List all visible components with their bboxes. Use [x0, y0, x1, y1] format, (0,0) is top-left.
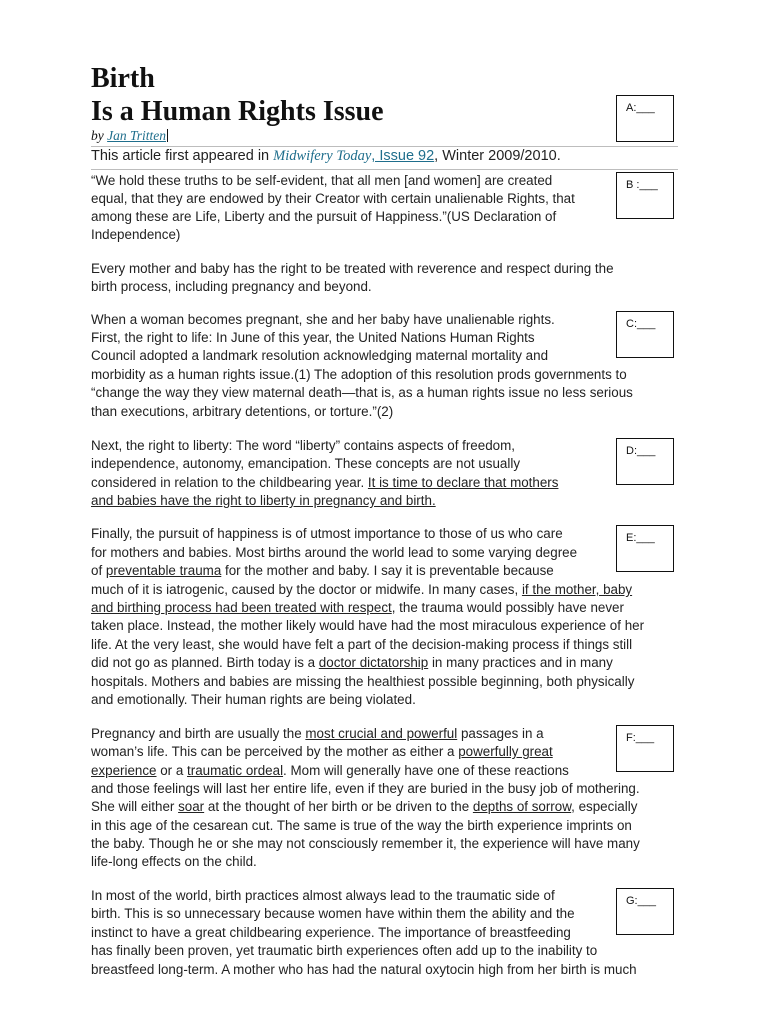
text-run: passages in a [457, 726, 544, 741]
body-line [91, 924, 571, 942]
text-run: in this age of the cesarean cut. The same is true of the way the birth experience imprints on [91, 818, 632, 833]
body-line [91, 654, 613, 672]
text-run: “change the way they view maternal death—that is, as a human rights issue no less serious [91, 385, 633, 400]
divider-bottom [91, 169, 678, 170]
underlined-phrase: doctor dictatorship [318, 655, 429, 670]
answer-box-label: A:___ [626, 102, 655, 114]
underlined-phrase: and birthing process had been treated with respect [91, 600, 392, 615]
text-run: equal, that they are endowed by their Creator with certain unalienable Rights, that [91, 191, 575, 206]
text-run: In most of the world, birth practices almost always lead to the traumatic side of [91, 888, 555, 903]
text-run: considered in relation to the childbearing year. [91, 475, 368, 490]
body-line [91, 329, 535, 347]
text-run: has finally been proven, yet traumatic birth experiences often add up to the inability to [91, 943, 598, 958]
body-line [91, 817, 632, 835]
body-line [91, 581, 632, 599]
body-line [91, 725, 544, 743]
answer-box-label: D:___ [626, 445, 656, 457]
body-line [91, 942, 597, 960]
appeared-text-2: , Winter 2009/2010. [434, 148, 561, 164]
body-line [91, 691, 416, 709]
underlined-phrase: soar [178, 799, 205, 814]
magazine-name: Midwifery Today [273, 148, 372, 164]
body-line [91, 762, 569, 780]
answer-box-b[interactable] [616, 172, 674, 219]
body-line [91, 403, 393, 421]
text-run: at the thought of her birth or be driven to the [204, 799, 473, 814]
text-run: for the mother and baby. I say it is preventable because [221, 563, 554, 578]
text-run: She will either [91, 799, 179, 814]
text-run: Council adopted a landmark resolution acknowledging maternal mortality and [91, 348, 549, 363]
answer-box-label: B :___ [626, 179, 658, 191]
answer-box-label: G:___ [626, 895, 656, 907]
text-run: Independence) [91, 227, 181, 242]
text-run: Next, the right to liberty: The word “liberty” contains aspects of freedom, [91, 438, 515, 453]
answer-box-f[interactable] [616, 725, 674, 772]
byline [91, 128, 168, 144]
body-line [91, 226, 180, 244]
text-run: and those feelings will last her entire life, even if they are buried in the busy job of mothering. [91, 781, 640, 796]
answer-box-c[interactable] [616, 311, 674, 358]
appeared-text-1: This article first appeared in [91, 148, 274, 164]
underlined-phrase: if the mother, baby [521, 582, 633, 597]
body-line [91, 562, 554, 580]
text-run: life. At the very least, she would have felt a part of the decision-making process if things still [91, 637, 633, 652]
answer-box-label: C:___ [626, 318, 656, 330]
text-run: hospitals. Mothers and babies are missing the healthiest possible beginning, both physically [91, 674, 635, 689]
body-line [91, 172, 552, 190]
body-line [91, 260, 614, 278]
text-run: When a woman becomes pregnant, she and her baby have unalienable rights. [91, 312, 555, 327]
body-line [91, 278, 372, 296]
text-run: , especially [571, 799, 638, 814]
body-line [91, 366, 627, 384]
text-run: much of it is iatrogenic, caused by the doctor or midwife. In many cases, [91, 582, 522, 597]
underlined-phrase: preventable trauma [105, 563, 222, 578]
answer-box-label: F:___ [626, 732, 655, 744]
body-line [91, 905, 575, 923]
body-line [91, 617, 644, 635]
body-line [91, 798, 637, 816]
text-run: Finally, the pursuit of happiness is of utmost importance to those of us who care [91, 526, 563, 541]
underlined-phrase: powerfully great [458, 744, 553, 759]
answer-box-a[interactable] [616, 95, 674, 142]
body-line [91, 835, 640, 853]
underlined-phrase: and babies have the right to liberty in pregnancy and birth. [91, 493, 436, 508]
text-run: among these are Life, Liberty and the pursuit of Happiness.”(US Declaration of [91, 209, 557, 224]
underlined-phrase: most crucial and powerful [305, 726, 458, 741]
text-run: breastfeed long-term. A mother who has had the natural oxytocin high from her birth is much [91, 962, 637, 977]
body-line [91, 384, 633, 402]
body-line [91, 599, 624, 617]
body-line [91, 437, 515, 455]
underlined-phrase: It is time to declare that mothers [367, 475, 559, 490]
body-line [91, 743, 553, 761]
text-run: morbidity as a human rights issue.(1) The adoption of this resolution prods governments to [91, 367, 627, 382]
text-run: the baby. Though he or she may not consciously remember it, the experience will have many [91, 836, 640, 851]
body-line [91, 347, 548, 365]
body-line [91, 311, 555, 329]
text-run: in many practices and in many [428, 655, 613, 670]
first-appeared-note [91, 148, 561, 165]
body-line [91, 673, 634, 691]
underlined-phrase: experience [91, 763, 157, 778]
issue-link[interactable]: , Issue 92 [371, 148, 435, 164]
article-title [91, 62, 384, 128]
body-line [91, 525, 563, 543]
text-run: of [91, 563, 106, 578]
answer-box-d[interactable] [616, 438, 674, 485]
text-cursor [167, 129, 168, 142]
text-run: Pregnancy and birth are usually the [91, 726, 306, 741]
body-line [91, 887, 555, 905]
answer-box-e[interactable] [616, 525, 674, 572]
title-line-1: Birth [91, 63, 155, 94]
body-line [91, 853, 257, 871]
text-run: Every mother and baby has the right to be treated with reverence and respect during the [91, 261, 614, 276]
text-run: or a [156, 763, 188, 778]
body-line [91, 780, 640, 798]
underlined-phrase: depths of sorrow [472, 799, 572, 814]
text-run: birth process, including pregnancy and beyond. [91, 279, 372, 294]
divider-top [91, 146, 678, 147]
text-run: First, the right to life: In June of this year, the United Nations Human Rights [91, 330, 535, 345]
answer-box-g[interactable] [616, 888, 674, 935]
text-run: did not go as planned. Birth today is a [91, 655, 319, 670]
author-link[interactable]: Jan Tritten [107, 128, 167, 143]
body-line [91, 208, 556, 226]
underlined-phrase: traumatic ordeal [187, 763, 284, 778]
answer-box-label: E:___ [626, 532, 655, 544]
text-run: instinct to have a great childbearing experience. The importance of breastfeeding [91, 925, 571, 940]
text-run: birth. This is so unnecessary because women have within them the ability and the [91, 906, 575, 921]
title-line-2: Is a Human Rights Issue [91, 96, 384, 127]
text-run: than executions, arbitrary detentions, or torture.”(2) [91, 404, 394, 419]
body-line [91, 544, 577, 562]
text-run: taken place. Instead, the mother likely would have had the most miraculous experience of her [91, 618, 645, 633]
text-run: life-long effects on the child. [91, 854, 257, 869]
body-line [91, 190, 575, 208]
body-line [91, 492, 436, 510]
text-run: and emotionally. Their human rights are being violated. [91, 692, 416, 707]
text-run: , the trauma would possibly have never [391, 600, 624, 615]
body-line [91, 474, 558, 492]
text-run: “We hold these truths to be self-evident, that all men [and women] are created [91, 173, 553, 188]
body-line [91, 961, 637, 979]
byline-prefix: by [91, 128, 104, 143]
body-line [91, 455, 520, 473]
body-line [91, 636, 632, 654]
text-run: independence, autonomy, emancipation. These concepts are not usually [91, 456, 521, 471]
text-run: woman’s life. This can be perceived by the mother as either a [91, 744, 459, 759]
text-run: for mothers and babies. Most births around the world lead to some varying degree [91, 545, 578, 560]
text-run: . Mom will generally have one of these reactions [283, 763, 569, 778]
